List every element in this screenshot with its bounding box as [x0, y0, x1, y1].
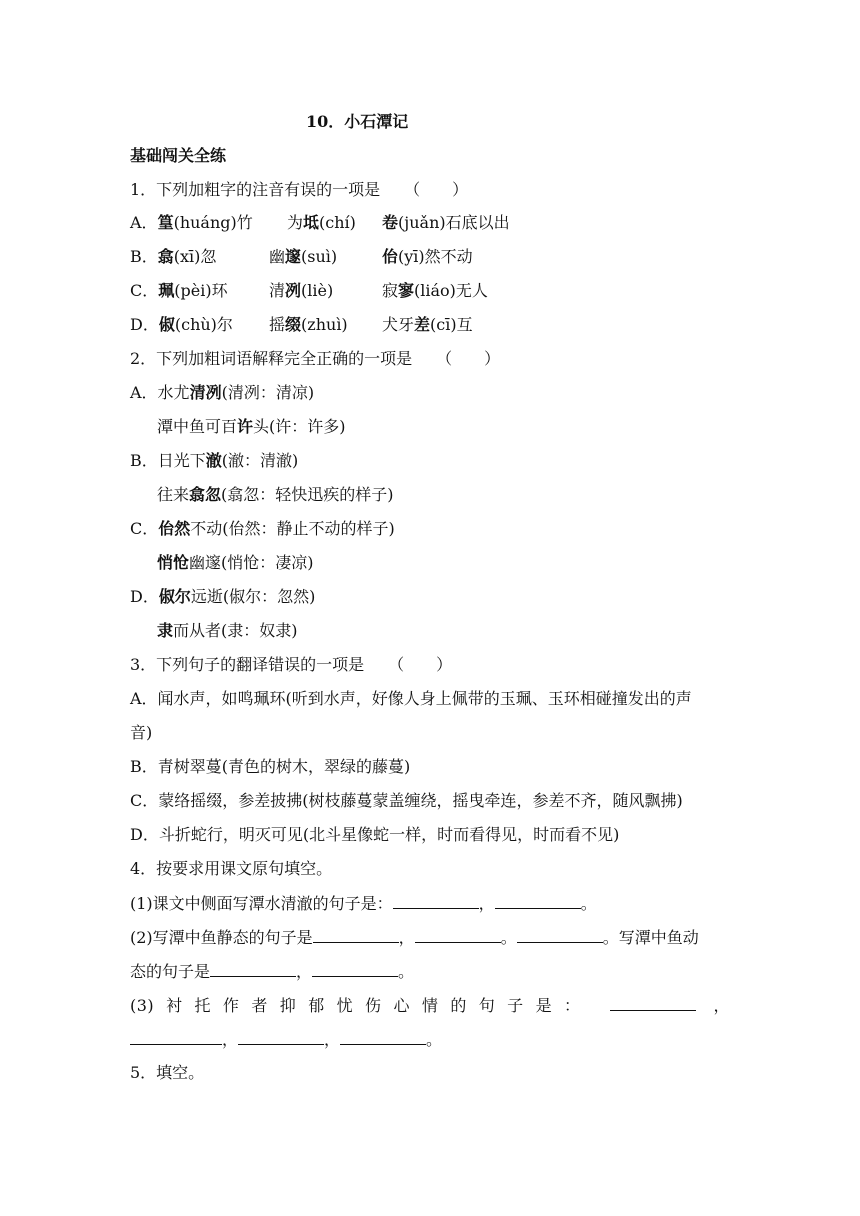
answer-blank[interactable]	[517, 926, 603, 943]
q4-part3-line2: ， ， 。	[130, 1028, 442, 1051]
q2-option-a-line2: 潭中鱼可百许头(许：许多)	[157, 417, 346, 436]
section-heading: 基础闯关全练	[130, 146, 227, 165]
q4-part1: (1)课文中侧面写潭水清澈的句子是： ， 。	[130, 894, 597, 913]
q3-option-c: C．蒙络摇缀，参差披拂(树枝藤蔓蒙盖缠绕，摇曳牵连，参差不齐，随风飘拂)	[130, 791, 683, 810]
q1-option-b-word3: 佁(yī)然不动	[382, 247, 473, 266]
q3-option-d: D．斗折蛇行，明灭可见(北斗星像蛇一样，时而看得见，时而看不见)	[130, 825, 620, 844]
q4-part2-line1: (2)写潭中鱼静态的句子是 ， 。 。写潭中鱼动	[130, 928, 699, 947]
q2-option-d-line1: D．俶尔远逝(俶尔：忽然)	[130, 587, 316, 606]
q1-option-c: C．珮(pèi)环	[130, 281, 228, 300]
q1-option-d-word2: 摇缀(zhuì)	[269, 315, 348, 334]
q1-option-c-word2: 清冽(liè)	[269, 281, 334, 300]
q1-option-b-word2: 幽邃(suì)	[269, 247, 338, 266]
q4-stem: 4．按要求用课文原句填空。	[130, 859, 333, 878]
q1-option-d-word3: 犬牙差(cī)互	[382, 315, 473, 334]
q2-option-a-line1: A．水尤清冽(清冽：清凉)	[130, 383, 315, 402]
q3-option-b: B．青树翠蔓(青色的树木，翠绿的藤蔓)	[130, 757, 411, 776]
page-title: 10．小石潭记	[306, 112, 409, 131]
q3-option-a-line2: 音)	[130, 723, 153, 742]
answer-blank[interactable]	[610, 994, 696, 1011]
q1-option-a-word2: 为坻(chí)	[287, 213, 356, 232]
answer-blank[interactable]	[130, 1028, 222, 1045]
q1-option-b: B．翕(xī)忽	[130, 247, 217, 266]
q1-option-a-word3: 卷(juǎn)石底以出	[382, 213, 510, 232]
answer-blank[interactable]	[312, 960, 398, 977]
q4-part3-line1: (3)衬托作者抑郁忧伤心情的句子是： ，	[130, 996, 730, 1015]
answer-blank[interactable]	[340, 1028, 426, 1045]
answer-blank[interactable]	[495, 892, 581, 909]
answer-blank[interactable]	[393, 892, 479, 909]
q3-option-a-line1: A．闻水声，如鸣珮环(听到水声，好像人身上佩带的玉珮、玉环相碰撞发出的声	[130, 689, 692, 708]
q5-stem: 5．填空。	[130, 1063, 205, 1082]
q2-option-d-line2: 隶而从者(隶：奴隶)	[157, 621, 298, 640]
q2-option-b-line1: B．日光下澈(澈：清澈)	[130, 451, 299, 470]
q3-stem: 3．下列句子的翻译错误的一项是 （ ）	[130, 655, 453, 674]
q2-option-c-line2: 悄怆幽邃(悄怆：凄凉)	[157, 553, 314, 572]
answer-blank[interactable]	[415, 926, 501, 943]
q4-part2-line2: 态的句子是 ， 。	[130, 962, 415, 981]
q2-option-c-line1: C．佁然不动(佁然：静止不动的样子)	[130, 519, 395, 538]
q1-stem: 1．下列加粗字的注音有误的一项是 （ ）	[130, 180, 469, 199]
answer-blank[interactable]	[210, 960, 296, 977]
q1-option-a: A．篁(huáng)竹	[130, 213, 253, 232]
q2-stem: 2．下列加粗词语解释完全正确的一项是 （ ）	[130, 349, 501, 368]
q1-option-d: D．俶(chù)尔	[130, 315, 233, 334]
answer-blank[interactable]	[313, 926, 399, 943]
q1-option-c-word3: 寂寥(liáo)无人	[382, 281, 488, 300]
answer-blank[interactable]	[238, 1028, 324, 1045]
q2-option-b-line2: 往来翕忽(翕忽：轻快迅疾的样子)	[157, 485, 394, 504]
